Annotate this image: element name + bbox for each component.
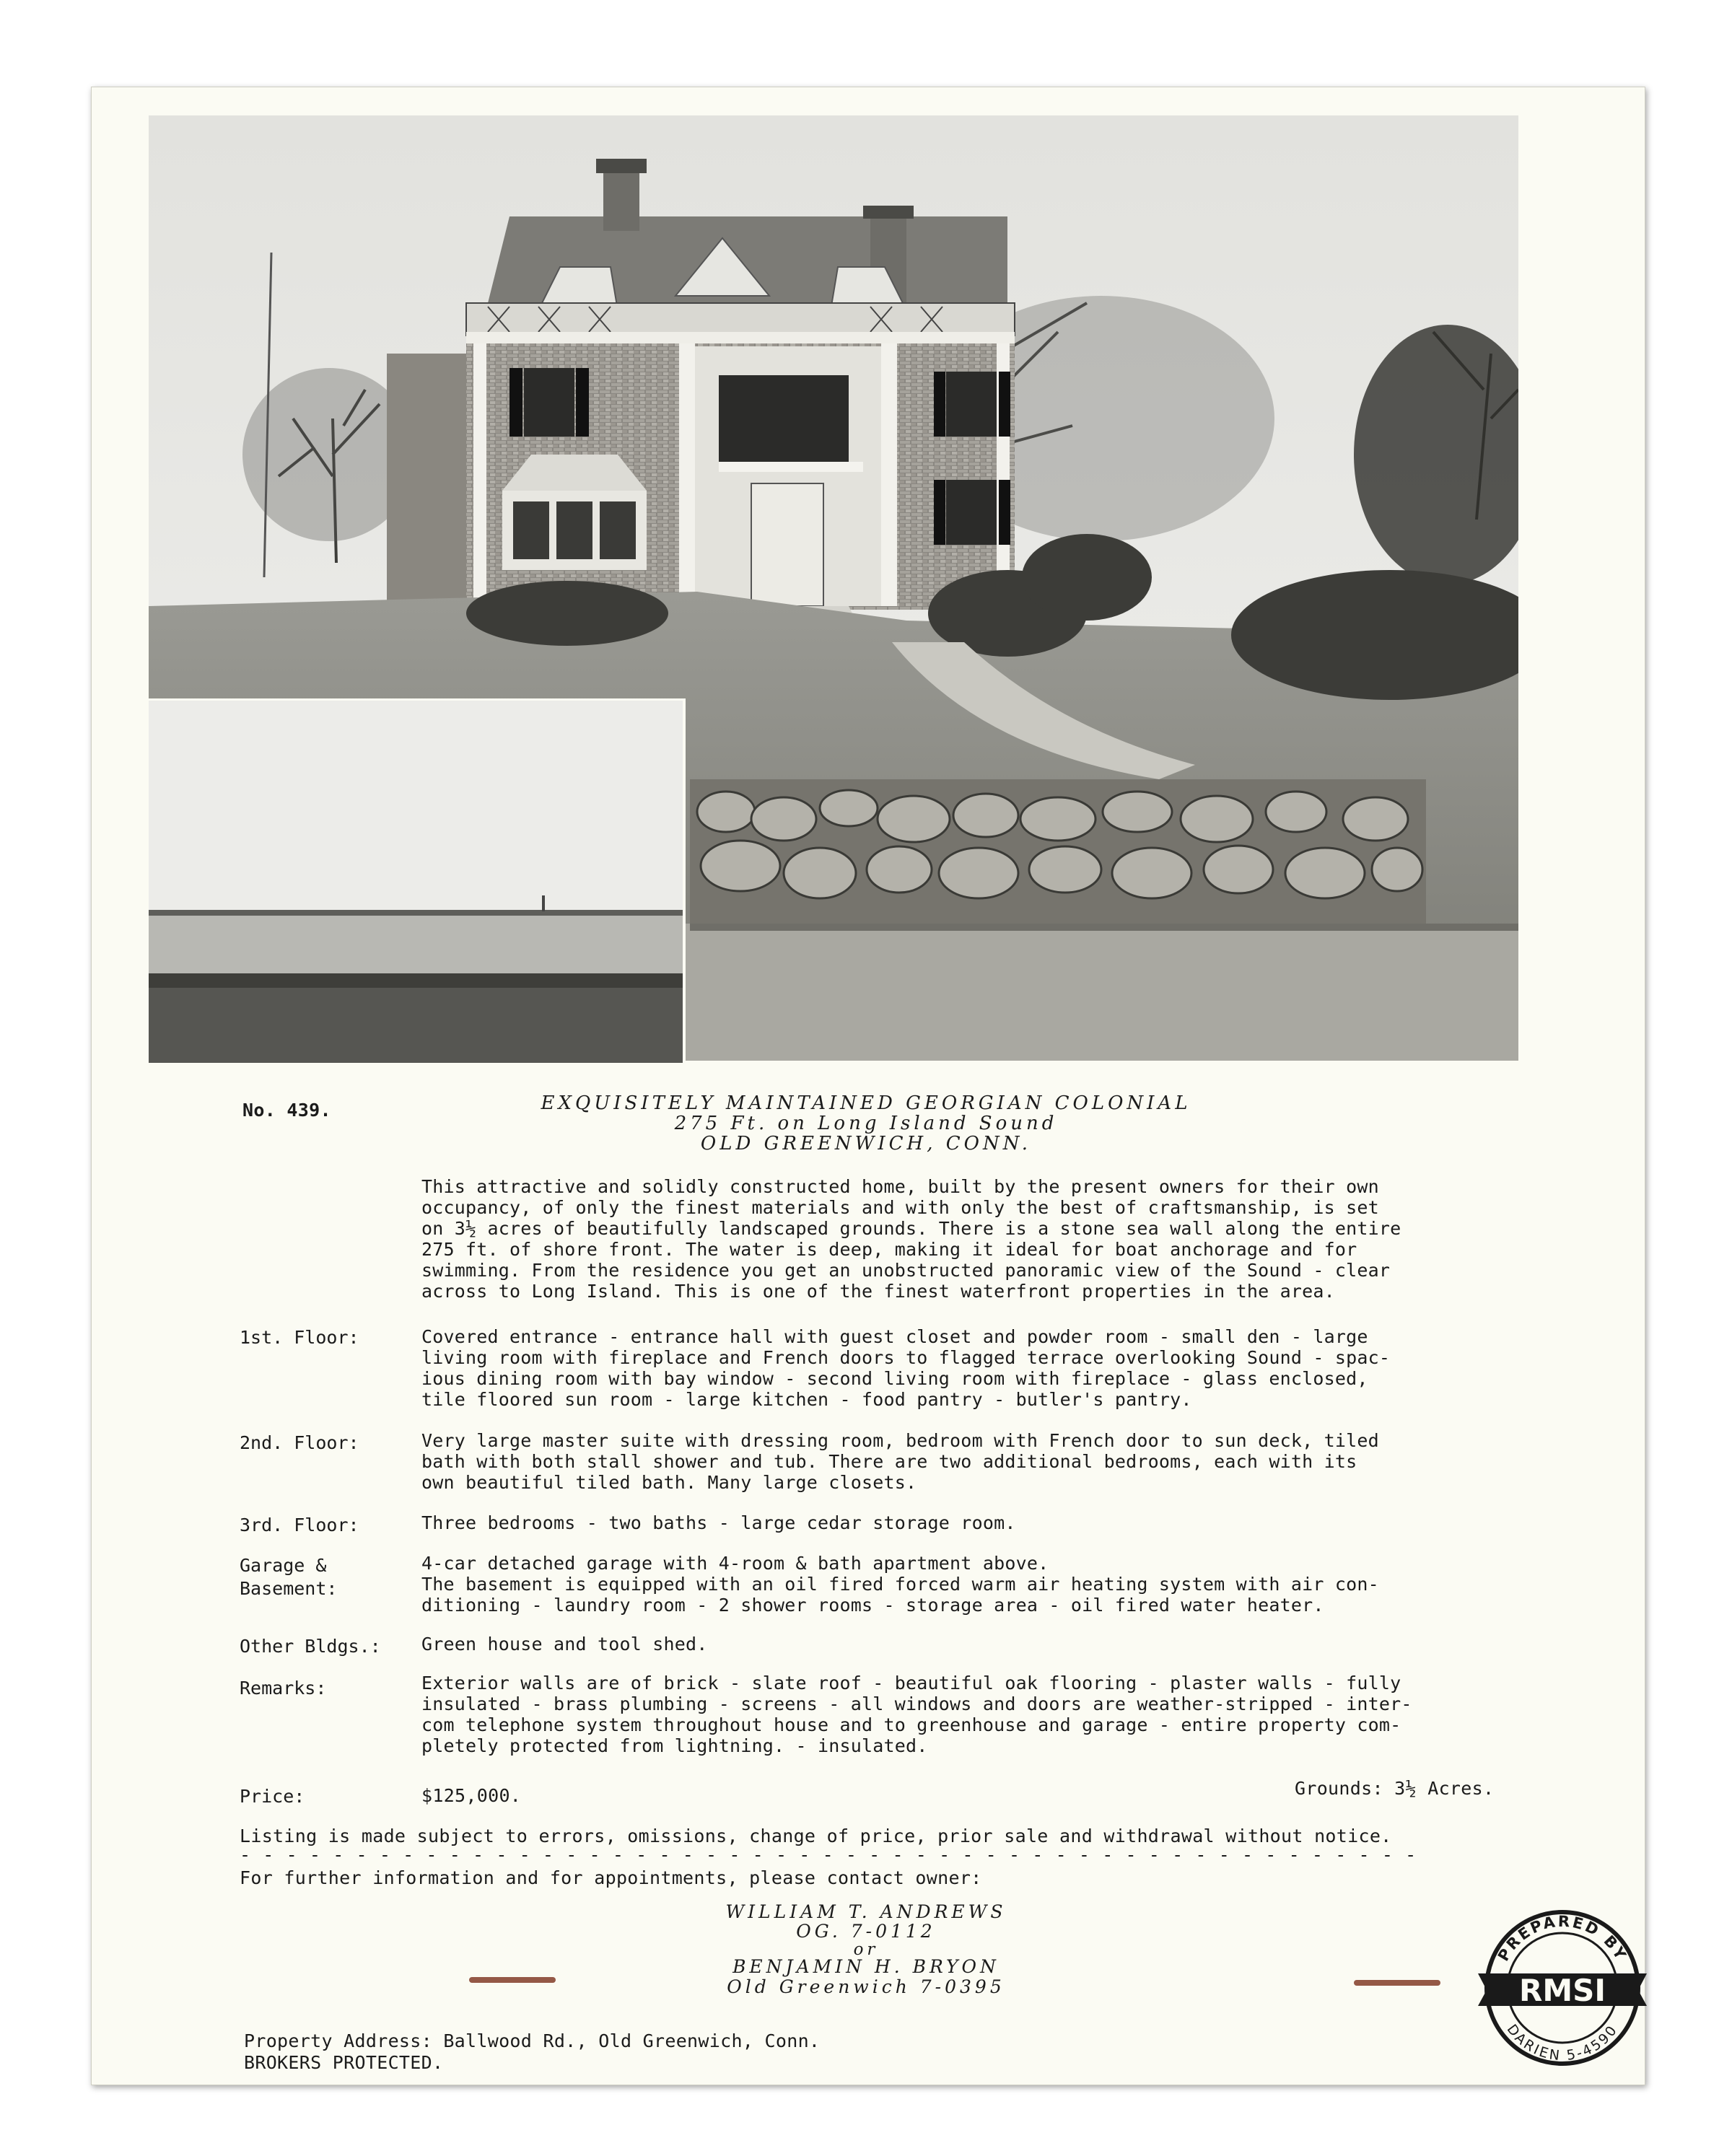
section-label-garage-basement: Garage & Basement:	[240, 1555, 338, 1599]
contact-name-1: WILLIAM T. ANDREWS	[725, 1901, 1007, 1922]
stamp-center-text: RMSI	[1518, 1973, 1606, 2008]
disclaimer: Listing is made subject to errors, omissions, change of price, prior sale and withdrawal without notice.	[240, 1826, 1392, 1846]
section-label-1st-floor: 1st. Floor:	[240, 1327, 359, 1348]
section-label-2nd-floor: 2nd. Floor:	[240, 1432, 359, 1453]
section-label-3rd-floor: 3rd. Floor:	[240, 1515, 359, 1535]
listing-headline: EXQUISITELY MAINTAINED GEORGIAN COLONIAL	[541, 1092, 1191, 1114]
pen-mark-left	[469, 1977, 556, 1983]
section-text-1st-floor: Covered entrance - entrance hall with guest closet and powder room - small den - large living room with fireplace and French doors to flagged terrace overlooking Sound - spac- ious dining room with bay window - second living room with fireplace - glass enclosed, tile floored sun room - large kitchen - food pantry - butler's pantry.	[421, 1326, 1391, 1410]
water-photo	[149, 698, 686, 1063]
section-text-remarks: Exterior walls are of brick - slate roof - beautiful oak flooring - plaster walls - fully insulated - brass plumbing - screens - all windows and doors are weather-stripped - inter- com telephone system throughout house and to greenhouse and garage - entire property com- pletely protected from lightning. - insulated.	[421, 1673, 1412, 1756]
rmsi-stamp	[1472, 1898, 1653, 2078]
section-text-2nd-floor: Very large master suite with dressing room, bedroom with French door to sun deck, tiled bath with both stall shower and tub. There are two additional bedrooms, each with its own beautiful tiled bath. Many large closets.	[421, 1430, 1379, 1493]
intro-paragraph: This attractive and solidly constructed home, built by the present owners for their own occupancy, of only the finest materials and with only the best of craftsmanship, is set on 3½ acres of beautifully landscaped grounds. There is a stone sea wall along the entire 275 ft. of shore front. The water is deep, making it ideal for boat anchorage and for swimming. From the residence you get an unobstructed panoramic view of the Sound - clear across to Long Island. This is one of the finest waterfront properties in the area.	[421, 1176, 1401, 1302]
photo-collage	[149, 115, 1518, 1061]
contact-name-2: BENJAMIN H. BRYON	[732, 1956, 1000, 1977]
listing-location: OLD GREENWICH, CONN.	[700, 1133, 1032, 1154]
grounds-value: Grounds: 3½ Acres.	[1295, 1778, 1495, 1799]
property-address: Property Address: Ballwood Rd., Old Greenwich, Conn.	[244, 2030, 821, 2051]
pen-mark-right	[1354, 1980, 1440, 1986]
section-text-garage-basement: 4-car detached garage with 4-room & bath apartment above. The basement is equipped with an oil fired forced warm air heating system with air con- ditioning - laundry room - 2 shower rooms - storage area - oil fired water heater.	[421, 1553, 1379, 1616]
contact-intro: For further information and for appointments, please contact owner:	[240, 1867, 982, 1888]
listing-number: No. 439.	[242, 1100, 331, 1121]
divider: - - - - - - - - - - - - - - - - - - - - - - - - - - - - - - - - - - - - - - - - - - - - - - - - - - -	[240, 1844, 1417, 1865]
stamp-bottom-text: DARIEN 5-4590	[1503, 2021, 1622, 2064]
section-label-other-bldgs: Other Bldgs.:	[240, 1636, 381, 1657]
section-text-3rd-floor: Three bedrooms - two baths - large cedar storage room.	[421, 1512, 1016, 1533]
listing-subhead: 275 Ft. on Long Island Sound	[674, 1113, 1058, 1134]
contact-phone-1: OG. 7-0112	[796, 1921, 936, 1942]
contact-or: or	[853, 1940, 879, 1959]
price-label: Price:	[240, 1786, 305, 1807]
brokers-protected: BROKERS PROTECTED.	[244, 2052, 444, 2073]
price-value: $125,000.	[421, 1785, 522, 1806]
stamp-top-text: PREPARED BY	[1494, 1912, 1631, 1965]
section-label-remarks: Remarks:	[240, 1678, 327, 1699]
contact-phone-2: Old Greenwich 7-0395	[727, 1976, 1005, 1997]
section-text-other-bldgs: Green house and tool shed.	[421, 1634, 708, 1655]
